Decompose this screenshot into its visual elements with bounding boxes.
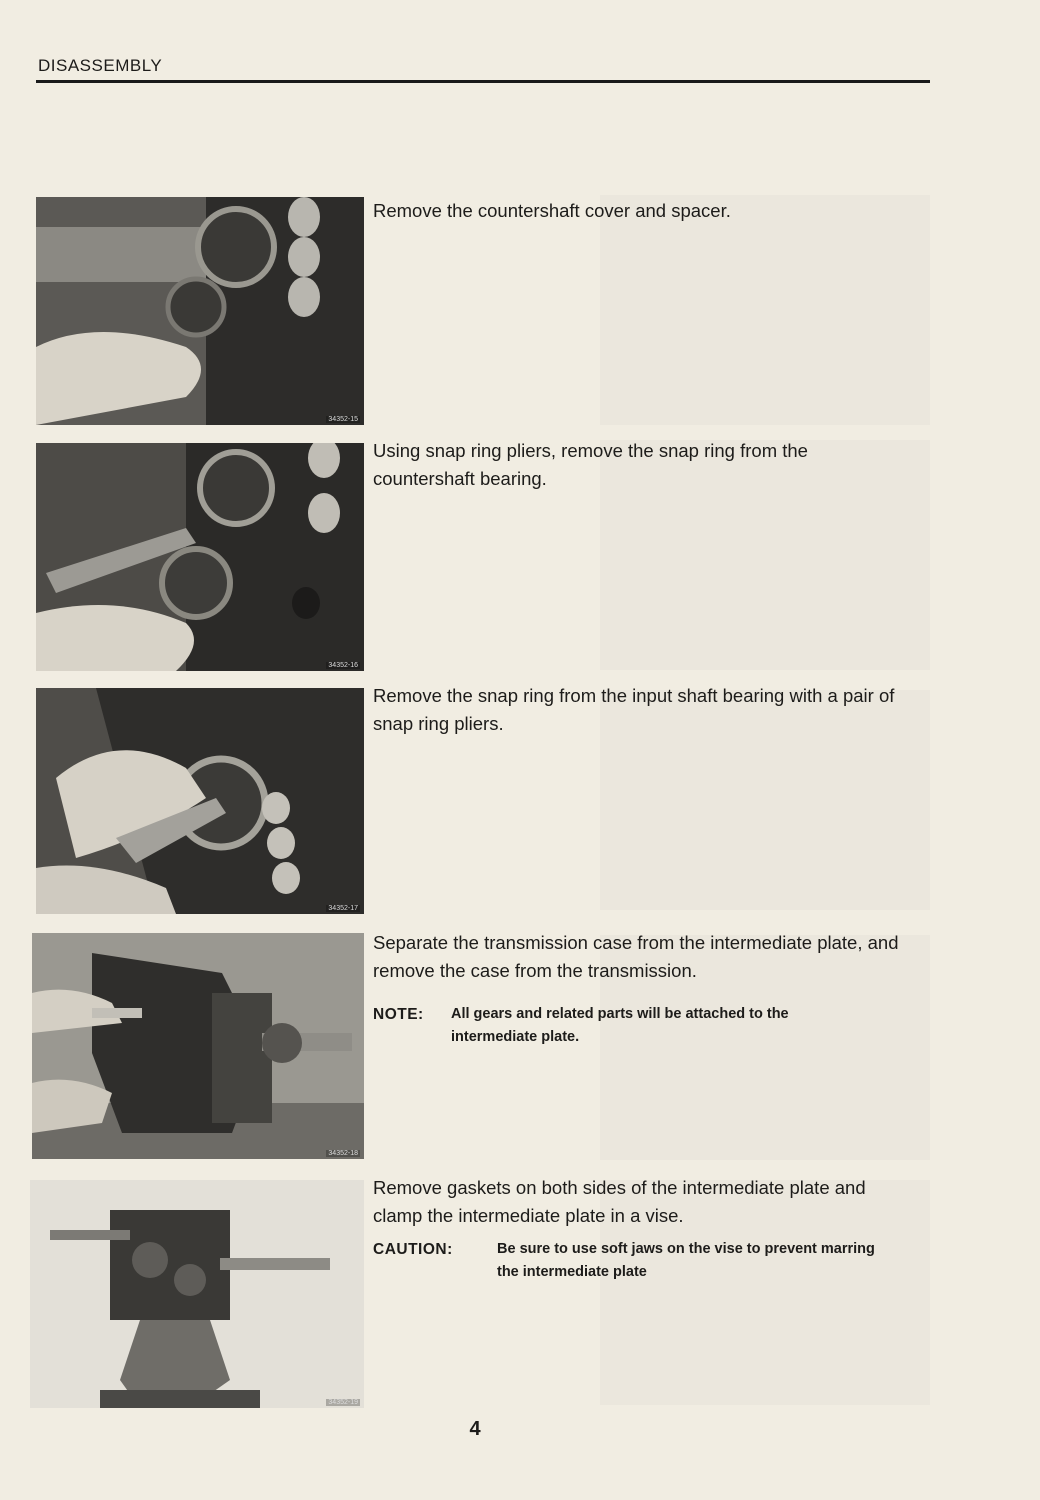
section-title: DISASSEMBLY [38, 56, 163, 75]
step-instruction: Separate the transmission case from the intermediate plate, and remove the case from the transmission. [373, 932, 899, 981]
step-instruction: Remove gaskets on both sides of the intermediate plate and clamp the intermediate plate in a vise. [373, 1177, 866, 1226]
step-instruction: Using snap ring pliers, remove the snap ring from the countershaft bearing. [373, 440, 808, 489]
header-rule [36, 80, 930, 83]
page-number: 4 [469, 1418, 481, 1440]
note-block [373, 1003, 903, 1049]
photo-intermediate-plate-vise [30, 1180, 364, 1408]
photo-id-label: 34352-17 [328, 905, 358, 912]
photo-id-label: 34352-15 [328, 416, 358, 423]
photo-id-label: 34352-16 [328, 662, 358, 669]
caution-block [373, 1238, 903, 1284]
photo-input-shaft-snap-ring [36, 688, 364, 914]
photo-countershaft-cover [36, 197, 364, 425]
step-instruction: Remove the snap ring from the input shaft bearing with a pair of snap ring pliers. [373, 685, 895, 734]
page-header [36, 56, 930, 83]
step-instruction: Remove the countershaft cover and spacer. [373, 200, 731, 221]
photo-id-label: 34352-18 [328, 1150, 358, 1157]
photo-separate-transmission-case [32, 933, 364, 1159]
show-through-shadow [600, 195, 930, 425]
caution-text: Be sure to use soft jaws on the vise to prevent marring the intermediate plate [497, 1241, 875, 1280]
caution-label: CAUTION: [373, 1241, 453, 1258]
note-label: NOTE: [373, 1006, 424, 1023]
photo-countershaft-snap-ring [36, 443, 364, 671]
photo-id-label: 34352-19 [328, 1399, 358, 1406]
note-text: All gears and related parts will be attached to the intermediate plate. [451, 1006, 789, 1045]
